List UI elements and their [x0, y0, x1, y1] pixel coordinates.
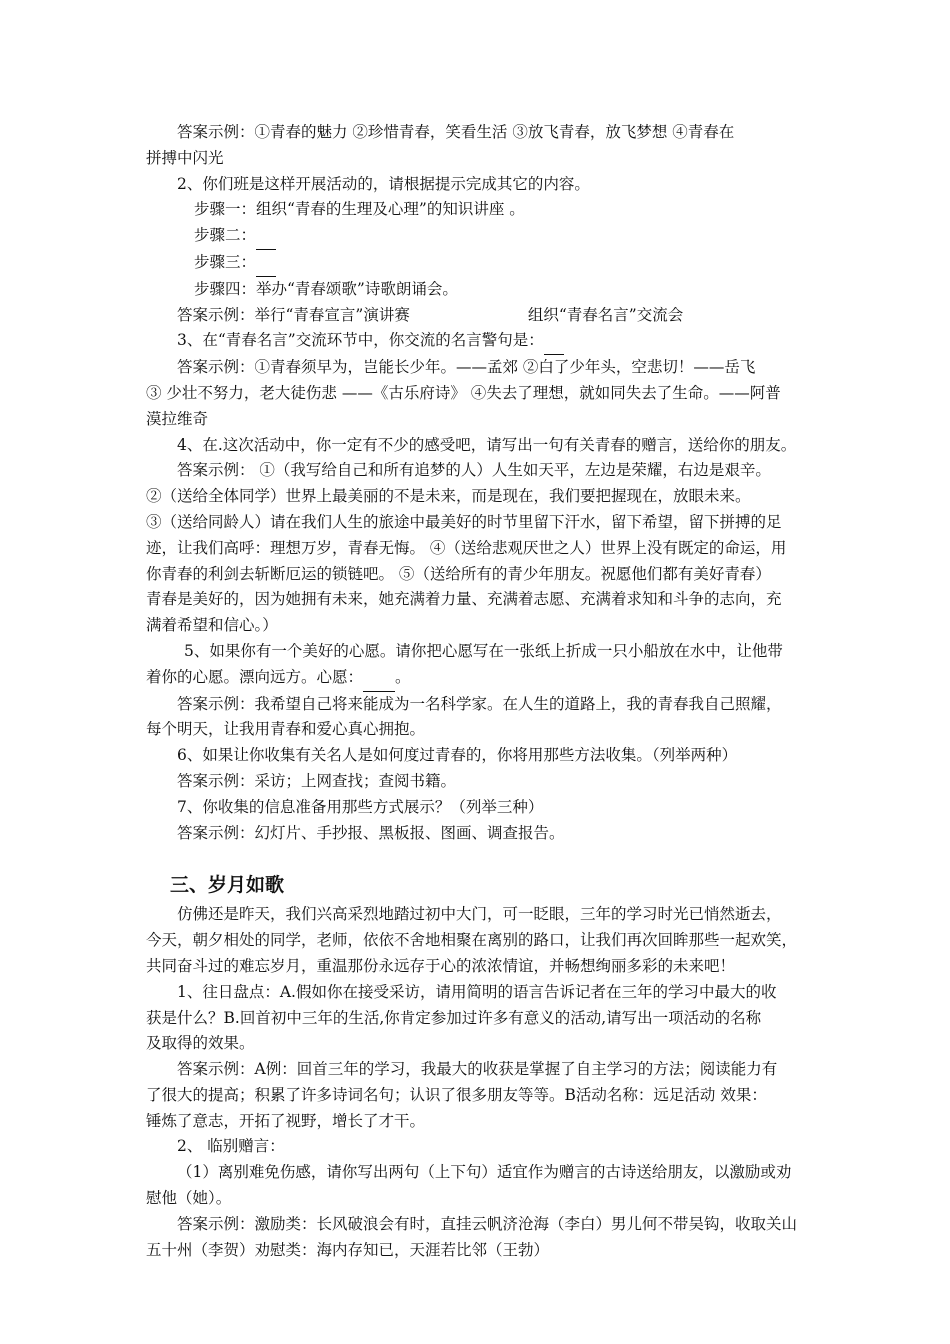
- section3-question-1-line3: 及取得的效果。: [146, 1034, 255, 1053]
- answer-example-q1-cont: 拼搏中闪光: [146, 148, 224, 167]
- section3-answer-1-line2: 了很大的提高；积累了许多诗词名句；认识了很多朋友等等。B活动名称：远足活动 效果：: [146, 1085, 767, 1104]
- step-3-label: 步骤三：: [194, 252, 257, 271]
- answer-q2-part2: 组织“青春名言”交流会: [527, 305, 684, 324]
- step-3: [146, 250, 818, 277]
- answer-example-q5-cont: 每个明天，让我用青春和爱心真心拥抱。: [146, 720, 426, 739]
- section3-answer-2: 答案示例：激励类：长风破浪会有时，直挂云帆济沧海（李白）男儿何不带吴钩，收取关山: [177, 1214, 798, 1233]
- question-3: [146, 328, 818, 355]
- section3-question-1: 1、往日盘点：A.假如你在接受采访，请用简明的语言告诉记者在三年的学习中最大的收: [177, 982, 777, 1001]
- answer-example-q4-line5: 你青春的利剑去斩断厄运的锁链吧。 ⑤（送给所有的青少年朋友。祝愿他们都有美好青春）: [146, 564, 771, 583]
- answer-example-q4-line7: 满着希望和信心。）: [146, 616, 278, 635]
- answer-example-q4-line4: 迹，让我们高呼：理想万岁，青春无悔。 ④（送给悲观厌世之人）世界上没有既定的命运，用: [146, 538, 787, 557]
- intro-line-3: 共同奋斗过的难忘岁月，重温那份永远存于心的浓浓情谊，并畅想绚丽多彩的未来吧！: [146, 956, 736, 975]
- answer-example-q3-line2: ③ 少壮不努力，老大徒伤悲 ——《古乐府诗》 ④失去了理想，就如同失去了生命。——阿普: [146, 383, 781, 402]
- answer-example-q4-line6: 青春是美好的，因为她拥有未来，她充满着力量、充满着志愿、充满着求知和斗争的志向，充: [146, 590, 782, 609]
- question-3-text: 3、在“青春名言”交流环节中，你交流的名言警句是：: [177, 331, 544, 350]
- question-5-end: 。: [395, 667, 411, 686]
- section3-answer-2-line2: 五十州（李贺）劝慰类：海内存知已，天涯若比邻（王勃）: [146, 1240, 550, 1259]
- question-5: 5、如果你有一个美好的心愿。请你把心愿写在一张纸上折成一只小船放在水中，让他带: [184, 641, 783, 660]
- section3-question-2: 2、 临别赠言：: [177, 1137, 285, 1156]
- step-2-label: 步骤二：: [194, 226, 257, 245]
- answer-example-q6: 答案示例：采访；上网查找；查阅书籍。: [177, 771, 457, 790]
- question-7: 7、你收集的信息准备用那些方式展示？（列举三种）: [177, 797, 544, 816]
- answer-example-q4-line2: ②（送给全体同学）世界上最美丽的不是未来，而是现在，我们要把握现在，放眼未来。: [146, 487, 751, 506]
- answer-example-q3-line3: 漠拉维奇: [146, 409, 209, 428]
- answer-example-q5: 答案示例：我希望自己将来能成为一名科学家。在人生的道路上，我的青春我自己照耀，: [177, 694, 782, 713]
- question-5-text: 着你的心愿。漂向远方。心愿：: [146, 667, 364, 686]
- answer-blank: [256, 250, 276, 277]
- section3-question-2-1-line2: 慰他（她）。: [146, 1189, 232, 1208]
- section3-answer-1-line3: 锤炼了意志，开拓了视野，增长了才干。: [146, 1111, 426, 1130]
- answer-example-q7: 答案示例：幻灯片、手抄报、黑板报、图画、调查报告。: [177, 823, 565, 842]
- document-body: [146, 120, 818, 1263]
- answer-example-q3: 答案示例：①青春须早为，岂能长少年。——孟郊 ②白了少年头，空悲切！——岳飞: [177, 358, 756, 377]
- intro-line-1: 仿佛还是昨天，我们兴高采烈地踏过初中大门，可一眨眼，三年的学习时光已悄然逝去，: [177, 905, 782, 924]
- answer-example-q4-line1: 答案示例： ①（我写给自己和所有追梦的人）人生如天平，左边是荣耀，右边是艰辛。: [177, 461, 771, 480]
- section-heading: 三、岁月如歌: [170, 874, 285, 897]
- section3-answer-1: 答案示例：A例：回首三年的学习，我最大的收获是掌握了自主学习的方法；阅读能力有: [177, 1060, 778, 1079]
- question-5-cont: [146, 665, 818, 692]
- step-1: 步骤一：组织“青春的生理及心理”的知识讲座 。: [194, 200, 525, 219]
- answer-q2-part1: 答案示例：举行“青春宣言”演讲赛: [177, 305, 410, 324]
- question-4: 4、在.这次活动中，你一定有不少的感受吧，请写出一句有关青春的赠言，送给你的朋友。: [177, 435, 797, 454]
- question-2: 2、你们班是这样开展活动的，请根据提示完成其它的内容。: [177, 174, 590, 193]
- section3-question-2-1: （1）离别难免伤感，请你写出两句（上下句）适宜作为赠言的古诗送给朋友，以激励或劝: [177, 1163, 792, 1182]
- answer-example-q4-line3: ③（送给同龄人）请在我们人生的旅途中最美好的时节里留下汗水，留下希望，留下拼搏的足: [146, 512, 782, 531]
- question-6: 6、如果让你收集有关名人是如何度过青春的，你将用那些方法收集。（列举两种）: [177, 746, 738, 765]
- step-2: [146, 223, 818, 250]
- intro-line-2: 今天，朝夕相处的同学，老师，依依不舍地相聚在离别的路口，让我们再次回眸那些一起欢笑，: [146, 931, 798, 950]
- answer-blank: [363, 665, 395, 692]
- answer-blank: [256, 223, 276, 250]
- answer-example-q2: [146, 303, 818, 329]
- step-4: 步骤四：举办“青春颂歌”诗歌朗诵会。: [194, 279, 458, 298]
- answer-example-q1: 答案示例：①青春的魅力 ②珍惜青春，笑看生活 ③放飞青春，放飞梦想 ④青春在: [177, 123, 735, 141]
- section3-question-1-line2: 获是什么？B.回首初中三年的生活,你肯定参加过许多有意义的活动,请写出一项活动的名称: [146, 1008, 762, 1027]
- answer-blank: [544, 328, 564, 355]
